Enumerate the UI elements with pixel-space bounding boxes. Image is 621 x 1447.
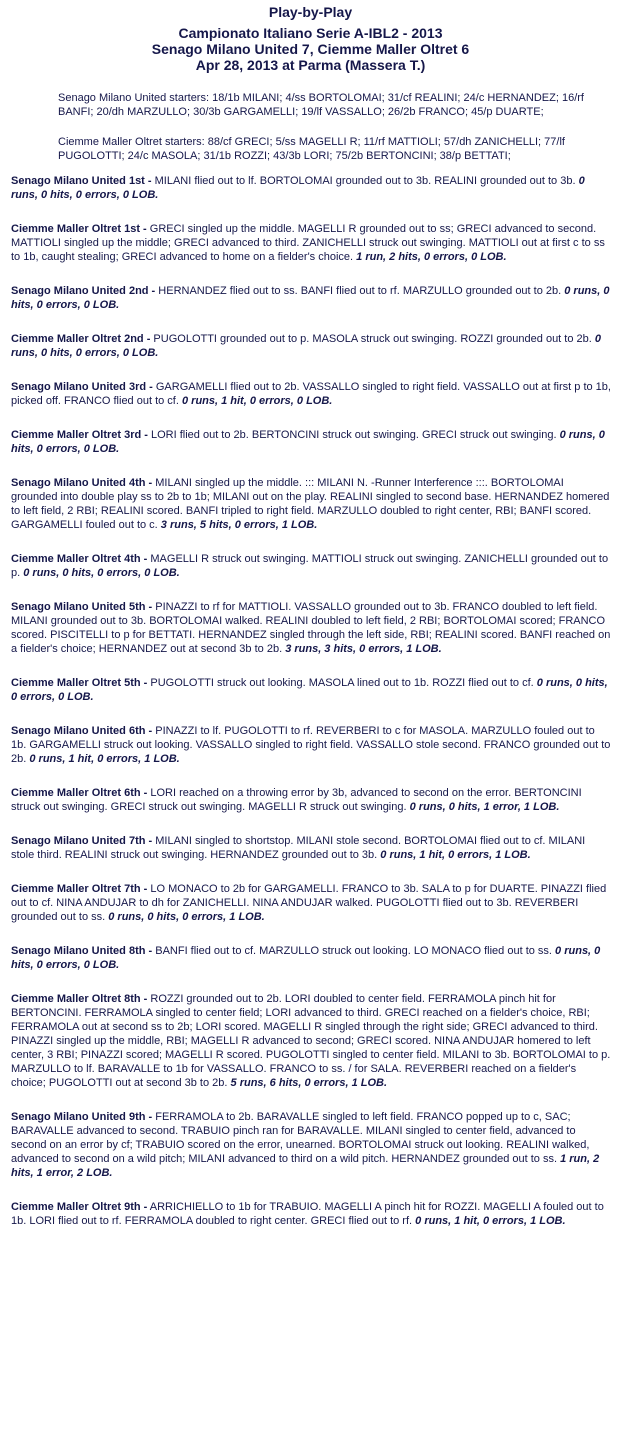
inning-summary: 1 run, 2 hits, 1 error, 2 LOB. xyxy=(11,1153,600,1179)
league-title: Campionato Italiano Serie A-IBL2 - 2013 xyxy=(178,25,443,41)
inning-team-label: Ciemme Maller Oltret 1st - xyxy=(11,223,147,235)
inning-team-label: Senago Milano United 5th - xyxy=(11,601,153,613)
away-starters: Ciemme Maller Oltret starters: 88/cf GRECI; 5/ss MAGELLI R; 11/rf MATTIOLI; 57/dh ZANICHELLI; 77/lf PUGOLOTTI; 24/c MASOLA; 31/1b ROZZI; 43/3b LORI; 75/2b BERTONCINI; 38/p BETTATI; xyxy=(58,136,565,162)
inning-team-label: Ciemme Maller Oltret 6th - xyxy=(11,787,148,799)
inning-team-label: Senago Milano United 1st - xyxy=(11,175,152,187)
inning-summary: 0 runs, 0 hits, 0 errors, 0 LOB. xyxy=(11,333,601,359)
inning-paragraph xyxy=(11,1110,611,1180)
inning-summary: 0 runs, 0 hits, 1 error, 1 LOB. xyxy=(409,801,560,813)
inning-paragraph xyxy=(11,1200,611,1228)
inning-team-label: Ciemme Maller Oltret 5th - xyxy=(11,677,148,689)
inning-summary: 0 runs, 1 hit, 0 errors, 1 LOB. xyxy=(29,753,180,765)
inning-summary: 0 runs, 1 hit, 0 errors, 1 LOB. xyxy=(415,1215,566,1227)
game-header xyxy=(0,25,621,73)
inning-paragraph xyxy=(11,786,611,814)
inning-team-label: Senago Milano United 2nd - xyxy=(11,285,156,297)
inning-summary: 0 runs, 1 hit, 0 errors, 0 LOB. xyxy=(181,395,333,407)
inning-team-label: Ciemme Maller Oltret 9th - xyxy=(11,1201,148,1213)
home-starters: Senago Milano United starters: 18/1b MILANI; 4/ss BORTOLOMAI; 31/cf REALINI; 24/c HERNANDEZ; 16/rf BANFI; 20/dh MARZULLO; 30/3b GARGAMELLI; 19/lf VASSALLO; 26/2b FRANCO; 45/p DUARTE; xyxy=(58,92,584,118)
inning-paragraph xyxy=(11,992,611,1090)
inning-paragraph xyxy=(11,600,611,656)
inning-team-label: Senago Milano United 4th - xyxy=(11,477,153,489)
inning-paragraph xyxy=(11,380,611,408)
inning-plays: PINAZZI to rf for MATTIOLI. VASSALLO grounded out to 3b. FRANCO doubled to left field. MILANI grounded out to 3b. BORTOLOMAI walked. REALINI doubled to left field, 2 RBI; BORTOLOMAI scored; FRANCO scored. PISCITELLI to p for BETTATI. HERNANDEZ singled through the left side, RBI; REALINI scored. BANFI reached on a fielder's choice; HERNANDEZ out at second 3b to 2b. xyxy=(11,601,611,655)
inning-paragraph xyxy=(11,552,611,580)
inning-plays: LORI flied out to 2b. BERTONCINI struck out swinging. GRECI struck out swinging. xyxy=(147,429,560,441)
page-title: Play-by-Play xyxy=(268,4,353,20)
inning-plays: LO MONACO to 2b for GARGAMELLI. FRANCO to 3b. SALA to p for DUARTE. PINAZZI flied out to cf. NINA ANDUJAR to dh for ZANICHELLI. NINA ANDUJAR walked. PUGOLOTTI flied out to 3b. REVERBERI grounded out to ss. xyxy=(11,883,607,923)
inning-summary: 0 runs, 1 hit, 0 errors, 1 LOB. xyxy=(380,849,531,861)
inning-plays: GARGAMELLI flied out to 2b. VASSALLO singled to right field. VASSALLO out at first p to 1b, picked off. FRANCO flied out to cf. xyxy=(11,381,611,407)
inning-summary: 3 runs, 5 hits, 0 errors, 1 LOB. xyxy=(160,519,318,531)
inning-summary: 5 runs, 6 hits, 0 errors, 1 LOB. xyxy=(230,1077,388,1089)
inning-plays: ROZZI grounded out to 2b. LORI doubled to center field. FERRAMOLA pinch hit for BERTONCINI. FERRAMOLA singled to center field; LORI advanced to third. GRECI reached on a fielder's choice, RBI; FERRAMOLA out at second ss to 2b; LORI scored. MAGELLI R singled through the right side; GRECI advanced to third. PINAZZI singled up the middle, RBI; MAGELLI R advanced to second; GRECI scored. NINA ANDUJAR homered to left center, 3 RBI; PINAZZI scored; MAGELLI R scored. PUGOLOTTI singled to center field. MILANI to 3b. BORTOLOMAI to p. MARZULLO to lf. BARAVALLE to 1b for VASSALLO. FRANCO to ss. / for SALA. REVERBERI reached on a fielder's choice; PUGOLOTTI out at second 3b to 2b. xyxy=(11,993,611,1089)
inning-paragraph xyxy=(11,332,611,360)
inning-plays: MILANI singled to shortstop. MILANI stole second. BORTOLOMAI flied out to cf. MILANI stole third. REALINI struck out swinging. HERNANDEZ grounded out to 3b. xyxy=(11,835,586,861)
inning-paragraph xyxy=(11,284,611,312)
inning-paragraph xyxy=(11,222,611,264)
inning-summary: 0 runs, 0 hits, 0 errors, 0 LOB. xyxy=(11,285,610,311)
inning-plays: BANFI flied out to cf. MARZULLO struck out looking. LO MONACO flied out to ss. xyxy=(152,945,556,957)
game-score: Senago Milano United 7, Ciemme Maller Oltret 6 xyxy=(151,41,470,57)
inning-team-label: Ciemme Maller Oltret 2nd - xyxy=(11,333,151,345)
inning-team-label: Ciemme Maller Oltret 3rd - xyxy=(11,429,148,441)
inning-paragraph xyxy=(11,882,611,924)
inning-paragraph xyxy=(11,174,611,202)
inning-paragraph xyxy=(11,428,611,456)
inning-summary: 0 runs, 0 hits, 0 errors, 0 LOB. xyxy=(11,677,608,703)
inning-plays: PUGOLOTTI struck out looking. MASOLA lined out to 1b. ROZZI flied out to cf. xyxy=(147,677,537,689)
inning-summary: 1 run, 2 hits, 0 errors, 0 LOB. xyxy=(356,251,507,263)
inning-plays: LORI reached on a throwing error by 3b, advanced to second on the error. BERTONCINI struck out swinging. GRECI struck out swinging. MAGELLI R struck out swinging. xyxy=(11,787,582,813)
inning-summary: 3 runs, 3 hits, 0 errors, 1 LOB. xyxy=(285,643,442,655)
inning-summary: 0 runs, 0 hits, 0 errors, 0 LOB. xyxy=(11,429,605,455)
inning-paragraph xyxy=(11,944,611,972)
inning-plays: GRECI singled up the middle. MAGELLI R grounded out to ss; GRECI advanced to second. MATTIOLI singled up the middle; GRECI advanced to third. ZANICHELLI struck out swinging. MATTIOLI out at first c to ss to 1b, caught stealing; GRECI advanced to home on a fielder's choice. xyxy=(11,223,605,263)
inning-plays: PINAZZI to lf. PUGOLOTTI to rf. REVERBERI to c for MASOLA. MARZULLO fouled out to 1b. GARGAMELLI struck out looking. VASSALLO singled to right field. VASSALLO stole second. FRANCO grounded out to 2b. xyxy=(11,725,611,765)
inning-team-label: Ciemme Maller Oltret 8th - xyxy=(11,993,148,1005)
inning-plays: MILANI singled up the middle. ::: MILANI N. -Runner Interference :::. BORTOLOMAI grounded into double play ss to 2b to 1b; MILANI out on the play. REALINI singled to second base. HERNANDEZ homered to left field, 2 RBI; REALINI scored. BANFI tripled to right field. MARZULLO doubled to right center, RBI; BANFI scored. GARGAMELLI fouled out to c. xyxy=(11,477,610,531)
inning-paragraph xyxy=(11,676,611,704)
inning-summary: 0 runs, 0 hits, 0 errors, 0 LOB. xyxy=(23,567,180,579)
inning-team-label: Senago Milano United 7th - xyxy=(11,835,153,847)
inning-plays: MILANI flied out to lf. BORTOLOMAI grounded out to 3b. REALINI grounded out to 3b. xyxy=(151,175,579,187)
game-date-venue: Apr 28, 2013 at Parma (Massera T.) xyxy=(195,57,426,73)
inning-plays: HERNANDEZ flied out to ss. BANFI flied out to rf. MARZULLO grounded out to 2b. xyxy=(155,285,565,297)
inning-paragraph xyxy=(11,834,611,862)
inning-summary: 0 runs, 0 hits, 0 errors, 0 LOB. xyxy=(11,945,601,971)
inning-plays: MAGELLI R struck out swinging. MATTIOLI struck out swinging. ZANICHELLI grounded out to p. xyxy=(11,553,609,579)
inning-paragraph xyxy=(11,476,611,532)
inning-summary: 0 runs, 0 hits, 0 errors, 0 LOB. xyxy=(11,175,585,201)
inning-list xyxy=(11,174,611,1228)
inning-plays: ARRICHIELLO to 1b for TRABUIO. MAGELLI A pinch hit for ROZZI. MAGELLI A fouled out to 1b. LORI flied out to rf. FERRAMOLA doubled to right center. GRECI flied out to rf. xyxy=(11,1201,604,1227)
inning-paragraph xyxy=(11,724,611,766)
inning-team-label: Senago Milano United 9th - xyxy=(11,1111,153,1123)
inning-plays: FERRAMOLA to 2b. BARAVALLE singled to left field. FRANCO popped up to c, SAC; BARAVALLE advanced to second. TRABUIO pinch ran for BARAVALLE. MILANI singled to center field, advanced to second on an error by cf; TRABUIO scored on the error, unearned. BORTOLOMAI struck out looking. REALINI walked, advanced to second on a wild pitch; MILANI advanced to third on a wild pitch. HERNANDEZ grounded out to ss. xyxy=(11,1111,590,1165)
inning-team-label: Senago Milano United 6th - xyxy=(11,725,153,737)
inning-plays: PUGOLOTTI grounded out to p. MASOLA struck out swinging. ROZZI grounded out to 2b. xyxy=(150,333,595,345)
inning-summary: 0 runs, 0 hits, 0 errors, 1 LOB. xyxy=(108,911,265,923)
inning-team-label: Ciemme Maller Oltret 7th - xyxy=(11,883,148,895)
inning-team-label: Senago Milano United 3rd - xyxy=(11,381,153,393)
inning-team-label: Ciemme Maller Oltret 4th - xyxy=(11,553,148,565)
inning-team-label: Senago Milano United 8th - xyxy=(11,945,153,957)
